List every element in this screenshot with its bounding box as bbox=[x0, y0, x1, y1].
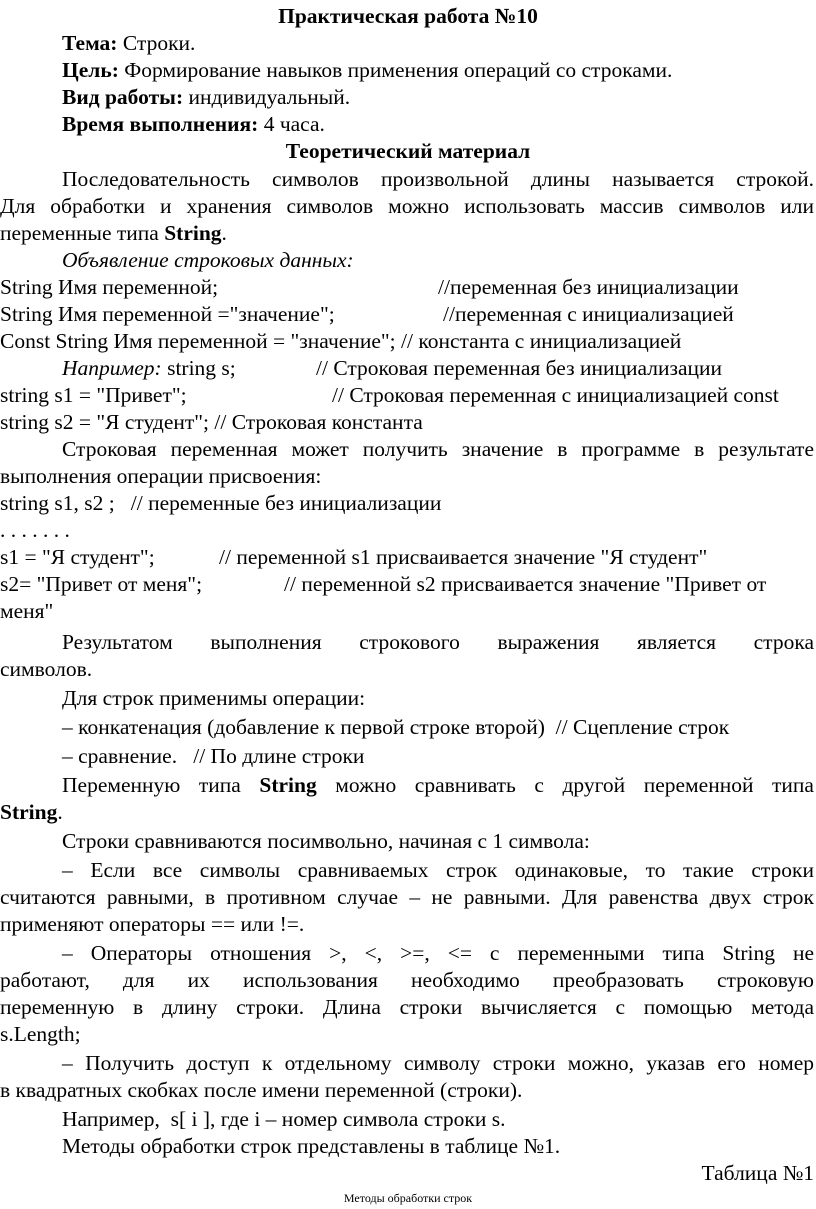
theory-heading: Теоретический материал bbox=[285, 139, 531, 163]
work-type-line bbox=[62, 84, 350, 111]
topic-label: Тема: bbox=[62, 31, 118, 55]
work-type-label: Вид работы: bbox=[62, 85, 184, 109]
rule2-line1: – Операторы отношения >, <, >=, <= с переменными типа String не bbox=[62, 941, 814, 965]
time-label: Время выполнения: bbox=[62, 112, 259, 136]
example-line3: string s2 = "Я студент"; // Строковая константа bbox=[0, 410, 423, 434]
example-comment1: // Строковая переменная без инициализации bbox=[316, 356, 723, 380]
p1-line1: Последовательность символов произвольной длины называется строкой. bbox=[62, 167, 814, 191]
decl-comment1: //переменная без инициализации bbox=[438, 275, 739, 299]
p1-line2: Для обработки и хранения символов можно использовать массив символов или bbox=[0, 194, 814, 218]
p4-line1: Переменную типа String можно сравнивать с другой переменной типа bbox=[62, 773, 814, 797]
p2-line2: выполнения операции присвоения: bbox=[0, 464, 322, 488]
goal-line bbox=[62, 57, 672, 84]
time-value: 4 часа. bbox=[258, 112, 325, 136]
rule1-line3: применяют операторы == или !=. bbox=[0, 912, 305, 936]
ops-item-compare: – сравнение. // По длине строки bbox=[62, 744, 365, 768]
p3-line2: символов. bbox=[0, 657, 93, 681]
topic-line bbox=[62, 30, 195, 57]
p1-line3: переменные типа String. bbox=[0, 221, 227, 245]
rule3-line2: в квадратных скобках после имени переменной (строки). bbox=[0, 1078, 523, 1102]
time-line bbox=[62, 111, 325, 138]
code2-comment3: // переменной s1 присваивается значение "Я студент" bbox=[219, 545, 708, 569]
p2-line1: Строковая переменная может получить значение в программе в результате bbox=[62, 437, 814, 461]
p4-line2: String. bbox=[0, 800, 63, 824]
table-caption: Методы обработки строк bbox=[343, 1191, 473, 1205]
code2-dots: . . . . . . . bbox=[0, 518, 70, 542]
example2-line: Например, s[ i ], где i – номер символа строки s. bbox=[62, 1107, 506, 1131]
rule2-line4: s.Length; bbox=[0, 1022, 81, 1046]
example-line2: string s1 = "Привет"; bbox=[0, 383, 187, 407]
code2-line3: s1 = "Я студент"; bbox=[0, 545, 155, 569]
rule1-line2: считаются равными, в противном случае – не равными. Для равенства двух строк bbox=[0, 885, 814, 909]
goal-label: Цель: bbox=[62, 58, 119, 82]
ops-intro: Для строк применимы операции: bbox=[62, 686, 366, 710]
code2-line5: меня" bbox=[0, 599, 54, 623]
rule1-line1: – Если все символы сравниваемых строк одинаковые, то такие строки bbox=[62, 858, 814, 882]
rule2-line2: работают, для их использования необходимо преобразовать строковую bbox=[0, 968, 814, 992]
code2-comment4: // переменной s2 присваивается значение "Привет от bbox=[284, 572, 767, 596]
topic-value: Строки. bbox=[117, 31, 196, 55]
p3-line1: Результатом выполнения строкового выражения является строка bbox=[62, 630, 814, 654]
methods-line: Методы обработки строк представлены в таблице №1. bbox=[62, 1134, 561, 1158]
decl-comment2: //переменная с инициализацией bbox=[443, 302, 734, 326]
decl-line3: Const String Имя переменной = "значение"; // константа с инициализацией bbox=[0, 329, 682, 353]
rule3-line1: – Получить доступ к отдельному символу строки можно, указав его номер bbox=[62, 1051, 814, 1075]
code2-line1: string s1, s2 ; // переменные без инициализации bbox=[0, 491, 442, 515]
work-type-value: индивидуальный. bbox=[183, 85, 351, 109]
code2-line4: s2= "Привет от меня"; bbox=[0, 572, 203, 596]
p5-line: Строки сравниваются посимвольно, начиная с 1 символа: bbox=[62, 829, 590, 853]
example-line1: Например: string s; bbox=[62, 356, 236, 380]
declaration-heading: Объявление строковых данных: bbox=[62, 248, 354, 272]
decl-line2: String Имя переменной ="значение"; bbox=[0, 302, 335, 326]
rule2-line3: переменную в длину строки. Длина строки вычисляется с помощью метода bbox=[0, 995, 814, 1019]
ops-item-concat: – конкатенация (добавление к первой строке второй) // Сцепление строк bbox=[62, 715, 730, 739]
document-title: Практическая работа №10 bbox=[278, 4, 538, 28]
decl-line1: String Имя переменной; bbox=[0, 275, 219, 299]
table-label: Таблица №1 bbox=[701, 1161, 814, 1185]
example-comment2: // Строковая переменная с инициализацией const bbox=[332, 383, 779, 407]
goal-value: Формирование навыков применения операций со строками. bbox=[118, 58, 673, 82]
